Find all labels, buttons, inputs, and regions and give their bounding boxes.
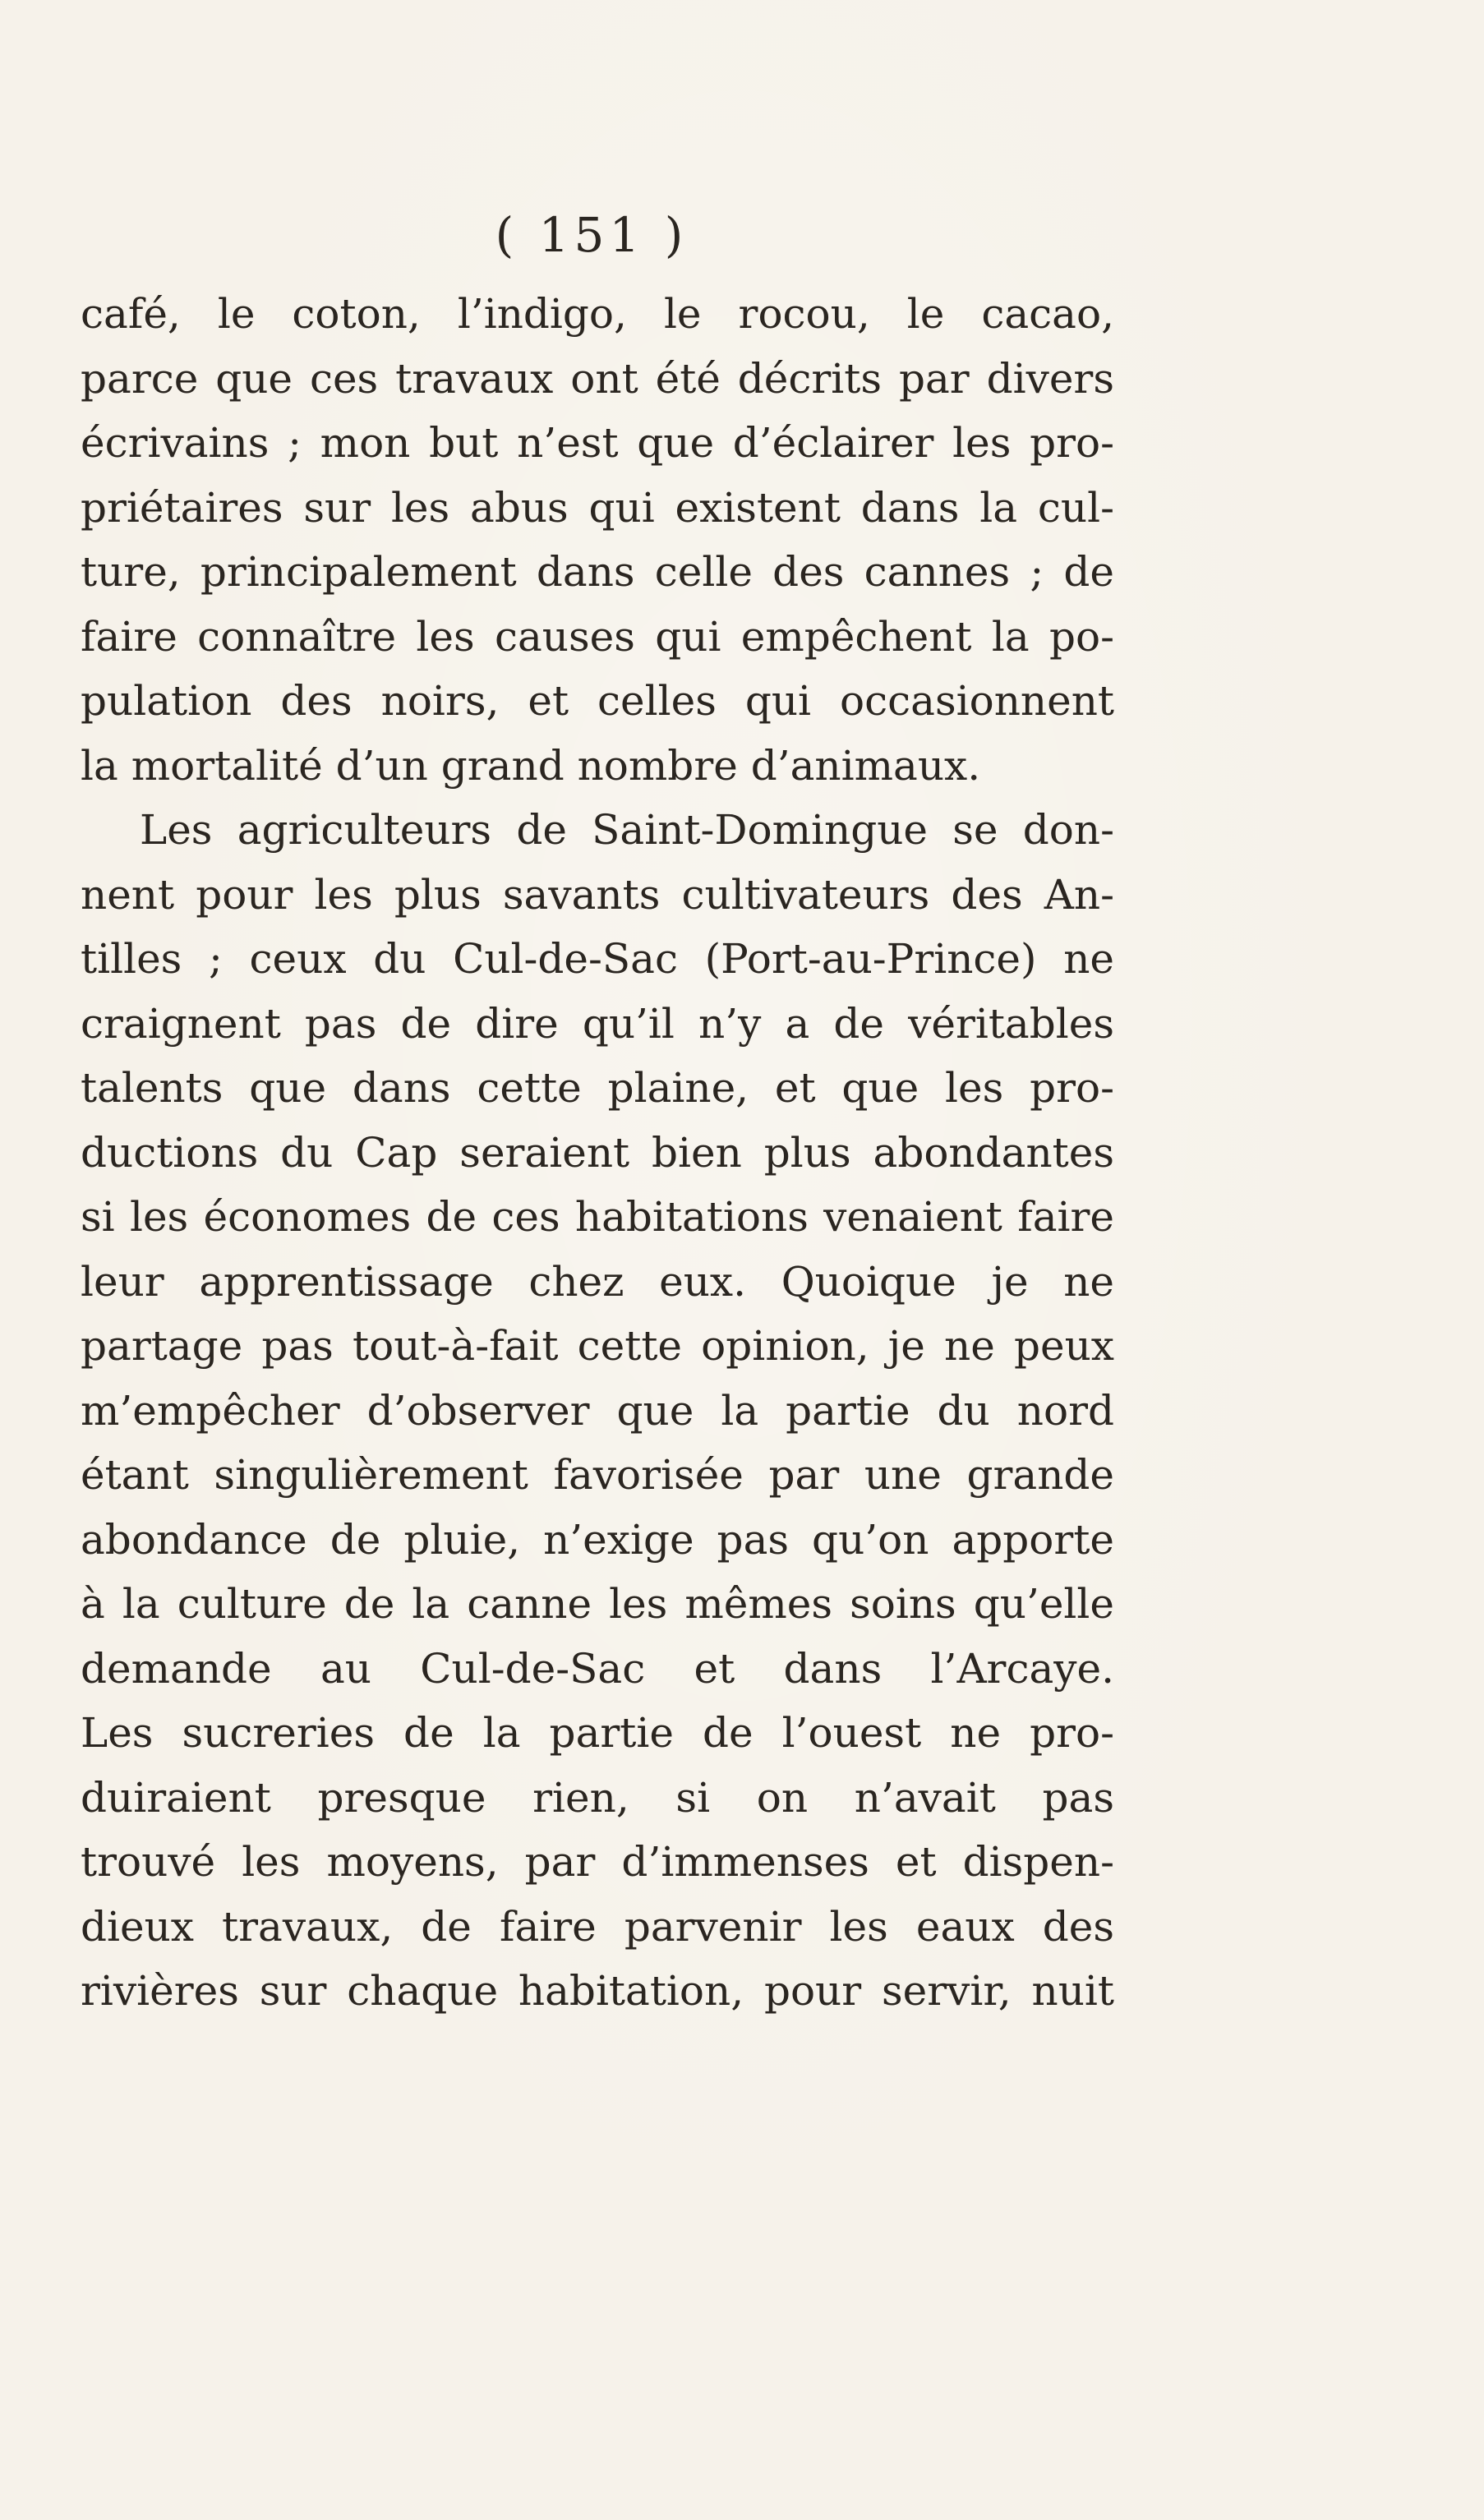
text-line: rivières sur chaque habitation, pour servir, nuit xyxy=(81,1967,1114,2015)
text-line: étant singulièrement favorisée par une grande xyxy=(81,1451,1114,1499)
text-line: nent pour les plus savants cultivateurs des An- xyxy=(81,870,1114,919)
text-line: tilles ; ceux du Cul-de-Sac (Port-au-Prince) ne xyxy=(81,935,1114,983)
text-line: talents que dans cette plaine, et que les pro- xyxy=(81,1064,1114,1112)
text-line: à la culture de la canne les mêmes soins qu’elle xyxy=(81,1580,1114,1628)
text-line: café, le coton, l’indigo, le rocou, le cacao, xyxy=(81,290,1114,338)
text-line: ductions du Cap seraient bien plus abondantes xyxy=(81,1128,1114,1177)
text-line: écrivains ; mon but n’est que d’éclairer les pro- xyxy=(81,419,1114,467)
text-line: partage pas tout-à-fait cette opinion, je ne peux xyxy=(81,1322,1114,1370)
text-line: abondance de pluie, n’exige pas qu’on apporte xyxy=(81,1515,1114,1564)
text-line: Les sucreries de la partie de l’ouest ne pro- xyxy=(81,1709,1114,1757)
page-number: ( 151 ) xyxy=(495,207,689,263)
text-line: Les agriculteurs de Saint-Domingue se don- xyxy=(140,806,1114,854)
text-line: craignent pas de dire qu’il n’y a de véritables xyxy=(81,999,1114,1048)
text-line: dieux travaux, de faire parvenir les eaux des xyxy=(81,1902,1114,1951)
text-line: si les économes de ces habitations venaient faire xyxy=(81,1193,1114,1241)
text-line: parce que ces travaux ont été décrits par divers xyxy=(81,354,1114,403)
text-line: la mortalité d’un grand nombre d’animaux. xyxy=(81,741,981,790)
text-line: leur apprentissage chez eux. Quoique je ne xyxy=(81,1257,1114,1306)
text-line: pulation des noirs, et celles qui occasionnent xyxy=(81,677,1114,725)
paragraph-2 xyxy=(81,798,1114,2024)
text-line: ture, principalement dans celle des cannes ; de xyxy=(81,548,1114,596)
paragraph-1 xyxy=(81,282,1114,798)
text-line: priétaires sur les abus qui existent dans la cul- xyxy=(81,483,1114,532)
text-line: trouvé les moyens, par d’immenses et dispen- xyxy=(81,1838,1114,1886)
text-line: m’empêcher d’observer que la partie du nord xyxy=(81,1386,1114,1435)
text-line: faire connaître les causes qui empêchent la po- xyxy=(81,612,1114,661)
text-line: duiraient presque rien, si on n’avait pas xyxy=(81,1773,1114,1822)
text-line: demande au Cul-de-Sac et dans l’Arcaye. xyxy=(81,1644,1114,1693)
body-text xyxy=(81,282,1114,2024)
